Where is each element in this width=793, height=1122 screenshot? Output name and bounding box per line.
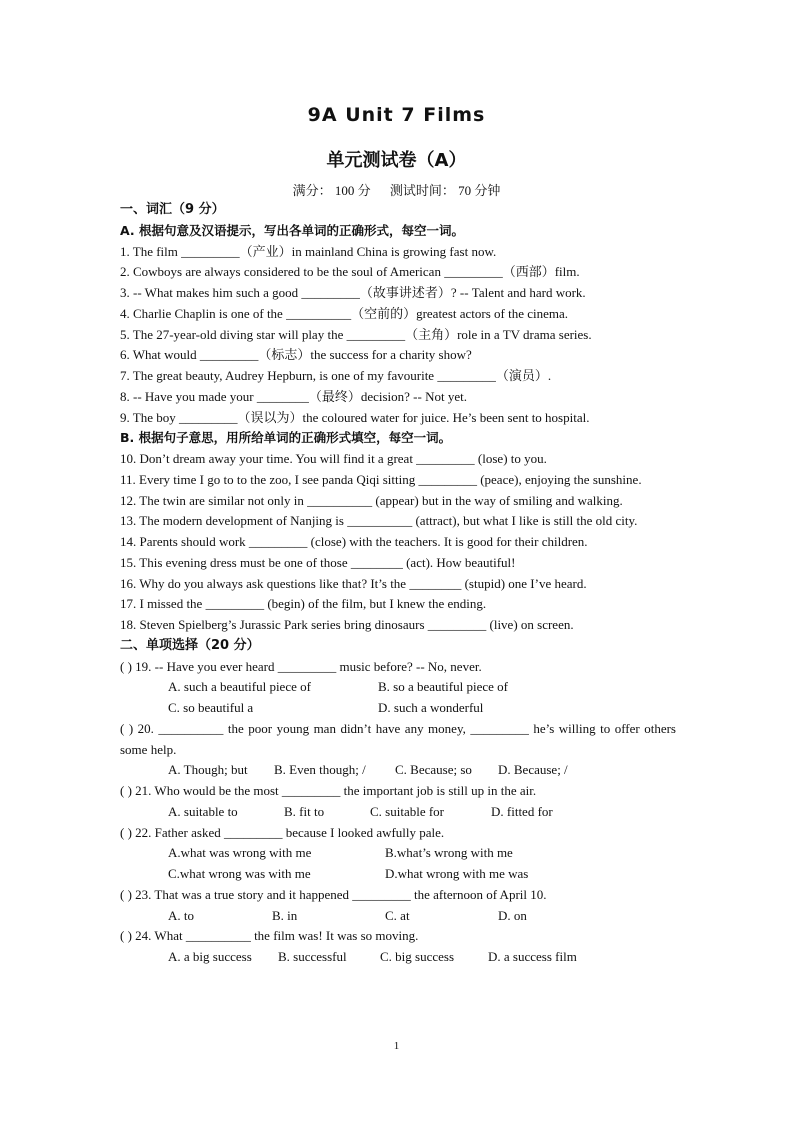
page-number: 1	[393, 1040, 400, 1052]
question-17: 17. I missed the _________ (begin) of the film, but I knew the ending.	[120, 596, 487, 612]
question-12: 12. The twin are similar not only in __________ (appear) but in the way of smiling and walking.	[120, 492, 623, 508]
option-a: A.what was wrong with me	[168, 845, 312, 861]
question-22-options	[120, 864, 676, 885]
option-c: C. Because; so	[395, 762, 472, 778]
option-d: D. fitted for	[491, 803, 553, 819]
option-c: C. at	[385, 907, 410, 923]
option-d: D. such a wonderful	[378, 700, 484, 715]
question-20: ( ) 20. __________ the poor young man didn’t have any money, _________ he’s willing to offer others some help.	[120, 720, 676, 757]
question-21-options	[120, 802, 676, 823]
question-16: 16. Why do you always ask questions like that? It’s the ________ (stupid) one I’ve heard.	[120, 575, 587, 591]
question-7: 7. The great beauty, Audrey Hepburn, is one of my favourite _________（演员）.	[120, 368, 552, 383]
option-c: C. suitable for	[370, 803, 445, 819]
option-b: B. Even though; /	[274, 762, 366, 778]
score-info: 满分： 100 分	[292, 183, 371, 198]
option-a: A. such a beautiful piece of	[168, 679, 311, 695]
question-1: 1. The film _________（产业）in mainland China is growing fast now.	[120, 243, 497, 259]
question-19: ( ) 19. -- Have you ever heard _________ music before? -- No, never.	[120, 658, 482, 674]
page-subtitle: 单元测试卷（A）	[326, 150, 467, 171]
option-a: A. a big success	[168, 949, 252, 964]
question-24: ( ) 24. What __________ the film was! It was so moving.	[120, 928, 419, 944]
option-a: A. suitable to	[168, 803, 238, 819]
option-b: B.what’s wrong with me	[385, 845, 513, 861]
question-22-options	[120, 843, 676, 864]
option-b: B. successful	[278, 949, 347, 964]
option-d: D.what wrong with me was	[385, 866, 529, 881]
question-19-options	[120, 698, 676, 719]
question-3: 3. -- What makes him such a good _________（故事讲述者）? -- Talent and hard work.	[120, 285, 586, 300]
question-19-options	[120, 677, 676, 698]
question-13: 13. The modern development of Nanjing is __________ (attract), but what I like is still the old city.	[120, 513, 638, 529]
exam-content	[120, 200, 676, 968]
question-23-options	[120, 906, 676, 927]
option-a: A. Though; but	[168, 762, 248, 778]
option-b: B. so a beautiful piece of	[378, 679, 508, 695]
question-18: 18. Steven Spielberg’s Jurassic Park series bring dinosaurs _________ (live) on screen.	[120, 617, 574, 632]
option-c: C. so beautiful a	[168, 700, 254, 715]
question-15: 15. This evening dress must be one of those ________ (act). How beautiful!	[120, 554, 516, 570]
question-22: ( ) 22. Father asked _________ because I looked awfully pale.	[120, 824, 445, 840]
section-heading: 二、单项选择（20 分）	[120, 637, 260, 653]
question-10: 10. Don’t dream away your time. You will find it a great _________ (lose) to you.	[120, 451, 547, 466]
option-b: B. in	[272, 907, 298, 923]
option-d: D. Because; /	[498, 762, 568, 778]
exam-meta	[0, 180, 793, 199]
question-4: 4. Charlie Chaplin is one of the __________（空前的）greatest actors of the cinema.	[120, 305, 569, 321]
question-6: 6. What would _________（标志）the success for a charity show?	[120, 347, 472, 363]
question-23: ( ) 23. That was a true story and it happened _________ the afternoon of April 10.	[120, 886, 547, 902]
question-8: 8. -- Have you made your ________（最终）decision? -- Not yet.	[120, 388, 467, 404]
question-14: 14. Parents should work _________ (close) with the teachers. It is good for their children.	[120, 534, 588, 549]
question-24-options	[120, 947, 676, 968]
option-b: B. fit to	[284, 803, 325, 819]
section-heading: 一、词汇（9 分）	[120, 202, 225, 217]
option-a: A. to	[168, 907, 194, 923]
option-d: D. a success film	[488, 949, 577, 964]
option-c: C.what wrong was with me	[168, 866, 311, 881]
part-b-instruction: B. 根据句子意思，用所给单词的正确形式填空，每空一词。	[120, 430, 452, 446]
option-c: C. big success	[380, 949, 455, 964]
time-info: 测试时间： 70 分钟	[389, 183, 501, 198]
question-2: 2. Cowboys are always considered to be the soul of American _________（西部）film.	[120, 264, 580, 280]
question-11: 11. Every time I go to to the zoo, I see panda Qiqi sitting _________ (peace), enjoying the sunshine.	[120, 471, 642, 487]
question-20-options	[120, 760, 676, 781]
page-title: 9A Unit 7 Films	[307, 104, 486, 126]
question-9: 9. The boy _________（误以为）the coloured water for juice. He’s been sent to hospital.	[120, 409, 590, 425]
option-d: D. on	[498, 907, 527, 923]
question-21: ( ) 21. Who would be the most _________ the important job is still up in the air.	[120, 783, 537, 798]
question-5: 5. The 27-year-old diving star will play the _________（主角）role in a TV drama series.	[120, 326, 592, 342]
part-a-instruction: A. 根据句意及汉语提示，写出各单词的正确形式，每空一词。	[120, 222, 465, 238]
